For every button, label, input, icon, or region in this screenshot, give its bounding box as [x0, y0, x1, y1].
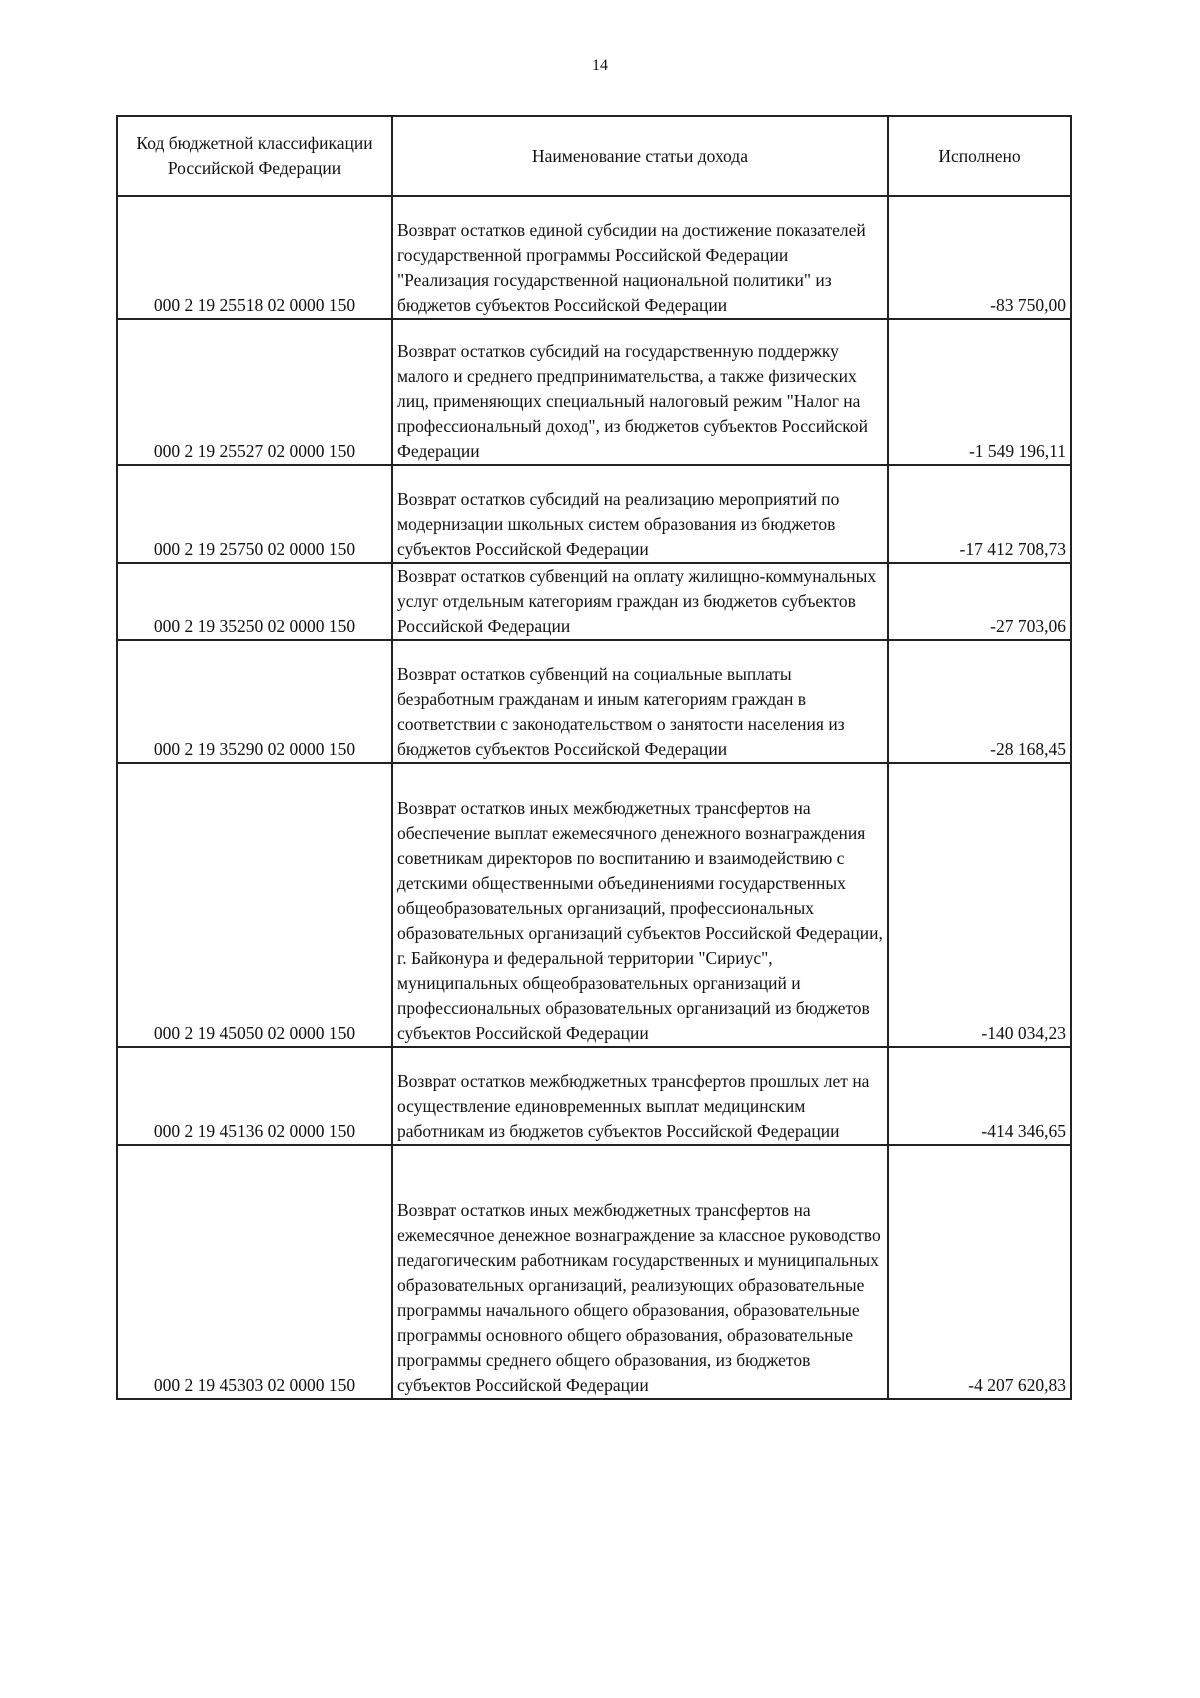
budget-code: 000 2 19 25750 02 0000 150 [117, 465, 392, 563]
header-budget-code: Код бюджетной классификации Российской Федерации [117, 116, 392, 196]
budget-code: 000 2 19 25527 02 0000 150 [117, 319, 392, 465]
table-row [117, 1145, 1071, 1399]
executed-amount: -27 703,06 [888, 563, 1071, 640]
table-row [117, 196, 1071, 319]
table-row [117, 563, 1071, 640]
header-income-item-name: Наименование статьи дохода [392, 116, 888, 196]
table-row [117, 640, 1071, 763]
income-item-name: Возврат остатков единой субсидии на достижение показателей государственной программы Российской Федерации "Реализация государственной национальной политики" из бюджетов субъектов Российской Федерации [392, 196, 888, 319]
executed-amount: -4 207 620,83 [888, 1145, 1071, 1399]
table-row [117, 763, 1071, 1047]
executed-amount: -28 168,45 [888, 640, 1071, 763]
table-row [117, 465, 1071, 563]
income-item-name: Возврат остатков субсидий на государственную поддержку малого и среднего предпринимательства, а также физических лиц, применяющих специальный налоговый режим "Налог на профессиональный доход", из бюджетов субъектов Российской Федерации [392, 319, 888, 465]
table-header-row [117, 116, 1071, 196]
income-item-name: Возврат остатков иных межбюджетных трансфертов на ежемесячное денежное вознаграждение за классное руководство педагогическим работникам государственных и муниципальных образовательных организаций, реализующих образовательные программы начального общего образования, образовательные программы основного общего образования, образовательные программы среднего общего образования, из бюджетов субъектов Российской Федерации [392, 1145, 888, 1399]
budget-code: 000 2 19 25518 02 0000 150 [117, 196, 392, 319]
income-item-name: Возврат остатков субвенций на социальные выплаты безработным гражданам и иным категориям граждан в соответствии с законодательством о занятости населения из бюджетов субъектов Российской Федерации [392, 640, 888, 763]
budget-code: 000 2 19 45050 02 0000 150 [117, 763, 392, 1047]
income-item-name: Возврат остатков субсидий на реализацию мероприятий по модернизации школьных систем образования из бюджетов субъектов Российской Федерации [392, 465, 888, 563]
budget-code: 000 2 19 45136 02 0000 150 [117, 1047, 392, 1145]
income-item-name: Возврат остатков субвенций на оплату жилищно-коммунальных услуг отдельным категориям граждан из бюджетов субъектов Российской Федерации [392, 563, 888, 640]
executed-amount: -140 034,23 [888, 763, 1071, 1047]
table-row [117, 1047, 1071, 1145]
header-executed-amount: Исполнено [888, 116, 1071, 196]
executed-amount: -17 412 708,73 [888, 465, 1071, 563]
executed-amount: -414 346,65 [888, 1047, 1071, 1145]
income-item-name: Возврат остатков иных межбюджетных трансфертов на обеспечение выплат ежемесячного денежного вознаграждения советникам директоров по воспитанию и взаимодействию с детскими общественными объединениями государственных общеобразовательных организаций, профессиональных образовательных организаций субъектов Российской Федерации, г. Байконура и федеральной территории "Сириус", муниципальных общеобразовательных организаций и профессиональных образовательных организаций из бюджетов субъектов Российской Федерации [392, 763, 888, 1047]
table-row [117, 319, 1071, 465]
executed-amount: -83 750,00 [888, 196, 1071, 319]
page-number: 14 [592, 57, 608, 74]
income-item-name: Возврат остатков межбюджетных трансфертов прошлых лет на осуществление единовременных выплат медицинским работникам из бюджетов субъектов Российской Федерации [392, 1047, 888, 1145]
income-table [116, 115, 1072, 1400]
budget-code: 000 2 19 35250 02 0000 150 [117, 563, 392, 640]
executed-amount: -1 549 196,11 [888, 319, 1071, 465]
budget-code: 000 2 19 45303 02 0000 150 [117, 1145, 392, 1399]
budget-code: 000 2 19 35290 02 0000 150 [117, 640, 392, 763]
